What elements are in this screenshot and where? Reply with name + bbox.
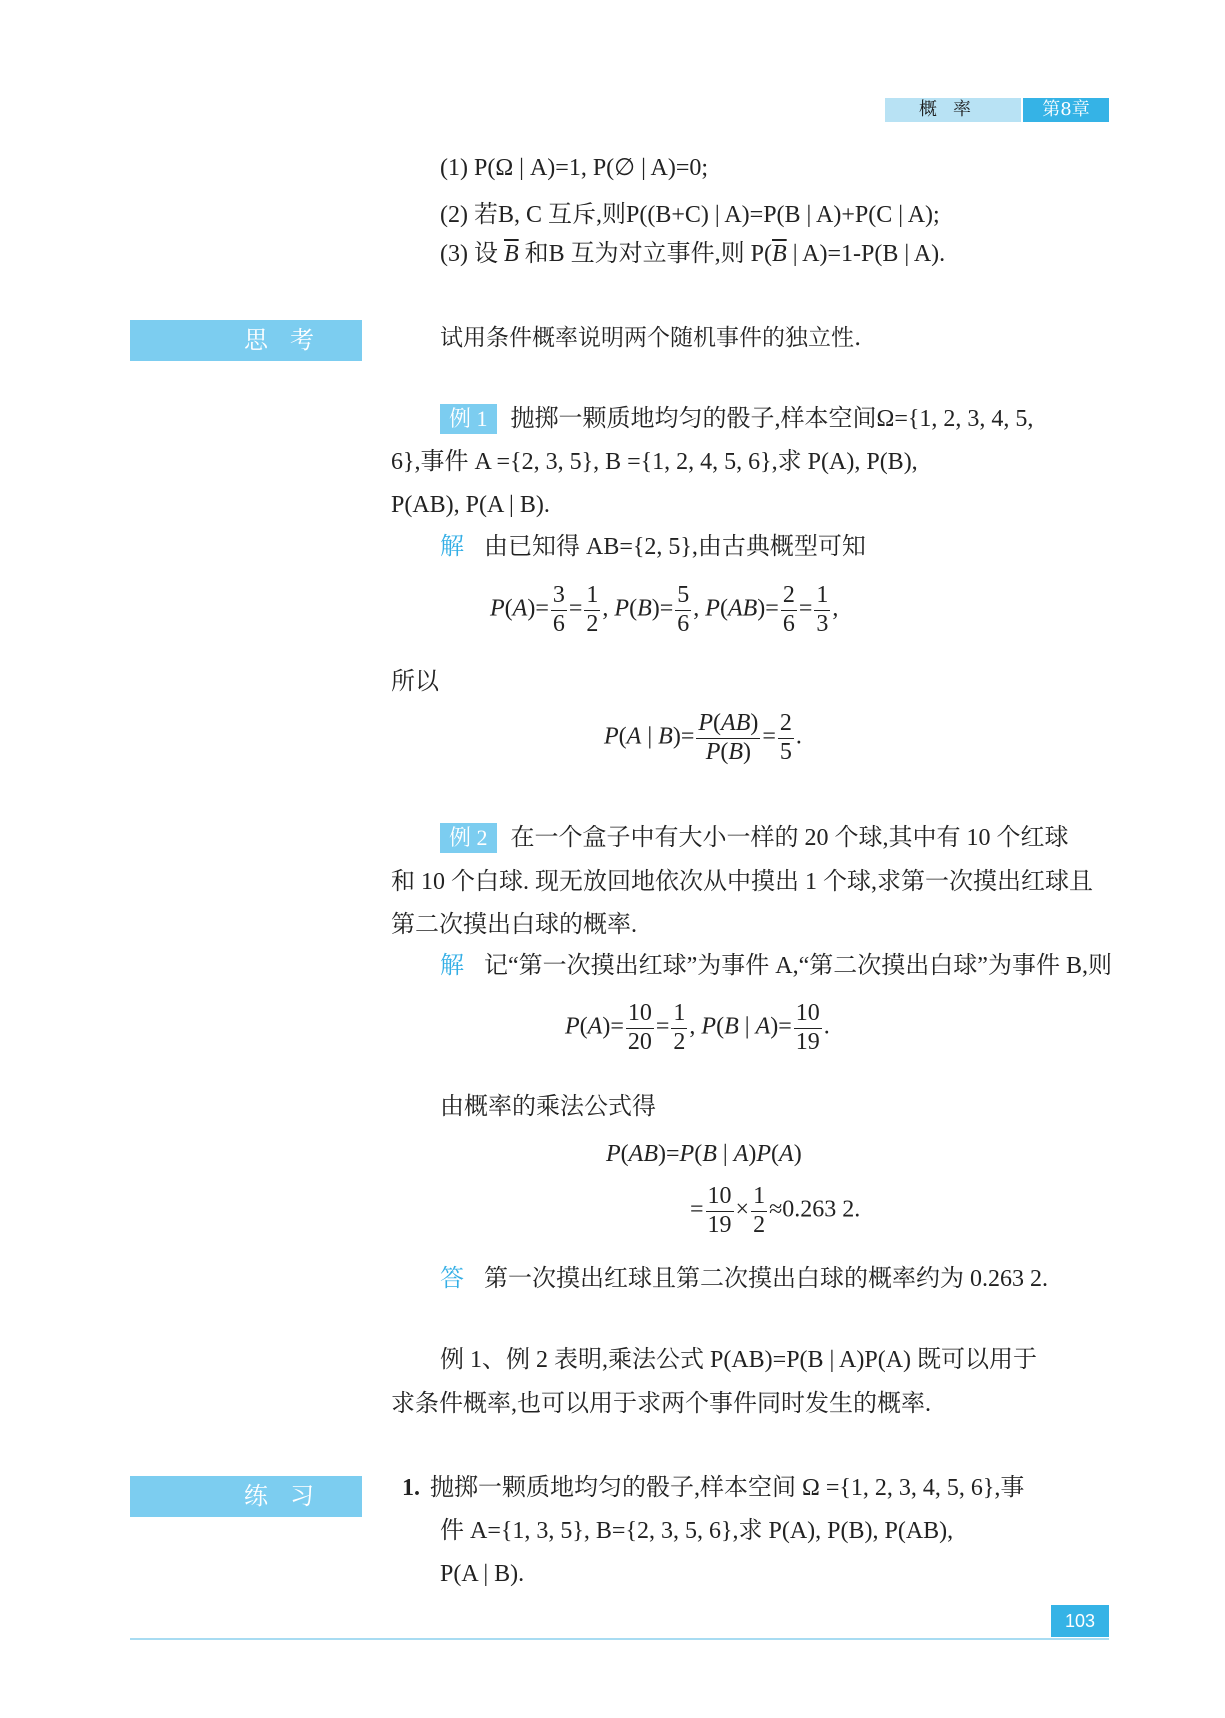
think-text: 试用条件概率说明两个随机事件的独立性. [440, 325, 862, 351]
page-number: 103 [1051, 1605, 1109, 1637]
property-3: (3) 设 $\overline{B}$ 和B 互为对立事件,则 $P(\overline{B}$ | A)=1-P(B | A). [440, 241, 946, 267]
header-chapter-tab: 第8章 [1023, 98, 1109, 122]
example1-formula1: P(A)= $\frac{3}{6}$ = $\frac{1}{2}$ , P(B)= $\frac{5}{6}$ , P(AB)= $\frac{2}{6}$ = $\frac{1}{3}$ , [490, 582, 839, 637]
example2-mult-intro: 由概率的乘法公式得 [440, 1092, 656, 1120]
footer-rule [130, 1638, 1109, 1640]
example2-formula1: P(A)= $\frac{10}{20}$ = $\frac{1}{2}$ , P(B | A)= $\frac{10}{19}$ . [565, 1000, 830, 1055]
property-2: (2) 若B, C 互斥,则P((B+C) | A)=P(B | A)+P(C | A); [440, 202, 940, 228]
practice-line1: 1. 抛掷一颗质地均匀的骰子,样本空间 Ω ={1, 2, 3, 4, 5, 6},事 [402, 1475, 1025, 1501]
example2-formula3: = $\frac{10}{19}$ × $\frac{1}{2}$ ≈0.263 2. [690, 1183, 861, 1238]
example1-line2: 6},事件 A ={2, 3, 5}, B ={1, 2, 4, 5, 6},求 P(A), P(B), [391, 449, 918, 475]
example2-formula2: P(AB)=P(B | A)P(A) [606, 1141, 802, 1167]
solution-label: 解 [440, 534, 464, 560]
practice-line3: P(A | B). [440, 1561, 525, 1587]
summary-line2: 求条件概率,也可以用于求两个事件同时发生的概率. [391, 1391, 931, 1417]
example2-line2: 和 10 个白球. 现无放回地依次从中摸出 1 个球,求第一次摸出红球且 [391, 869, 1093, 895]
example1-line3: P(AB), P(A | B). [391, 492, 550, 518]
example2-line3: 第二次摸出白球的概率. [391, 912, 637, 938]
example2-line1: 例 2 在一个盒子中有大小一样的 20 个球,其中有 10 个红球 [440, 822, 1069, 856]
example1-solution: 解 由已知得 AB={2, 5},由古典概型可知 [440, 534, 866, 560]
example2-solution: 解 记“第一次摸出红球”为事件 A,“第二次摸出白球”为事件 B,则 [440, 953, 1112, 979]
answer-label: 答 [440, 1266, 464, 1292]
example2-label: 例 2 [440, 823, 497, 853]
practice-line2: 件 A={1, 3, 5}, B={2, 3, 5, 6},求 P(A), P(B), P(AB), [440, 1518, 954, 1544]
think-label: 思考 [130, 320, 362, 361]
solution-label: 解 [440, 953, 464, 979]
practice-label: 练习 [130, 1476, 362, 1517]
example1-label: 例 1 [440, 404, 497, 434]
summary-line1: 例 1、例 2 表明,乘法公式 P(AB)=P(B | A)P(A) 既可以用于 [440, 1347, 1038, 1373]
example1-line1: 例 1 抛掷一颗质地均匀的骰子,样本空间Ω={1, 2, 3, 4, 5, [440, 403, 1033, 437]
property-1: (1) P(Ω | A)=1, P(∅ | A)=0; [440, 155, 709, 181]
example1-so: 所以 [391, 667, 439, 695]
header-section-tab: 概率 [885, 98, 1021, 122]
example2-answer: 答 第一次摸出红球且第二次摸出白球的概率约为 0.263 2. [440, 1266, 1048, 1292]
example1-formula2: P(A | B)= $\frac{P(AB)}{P(B)}$ = $\frac{2}{5}$ . [604, 710, 802, 765]
